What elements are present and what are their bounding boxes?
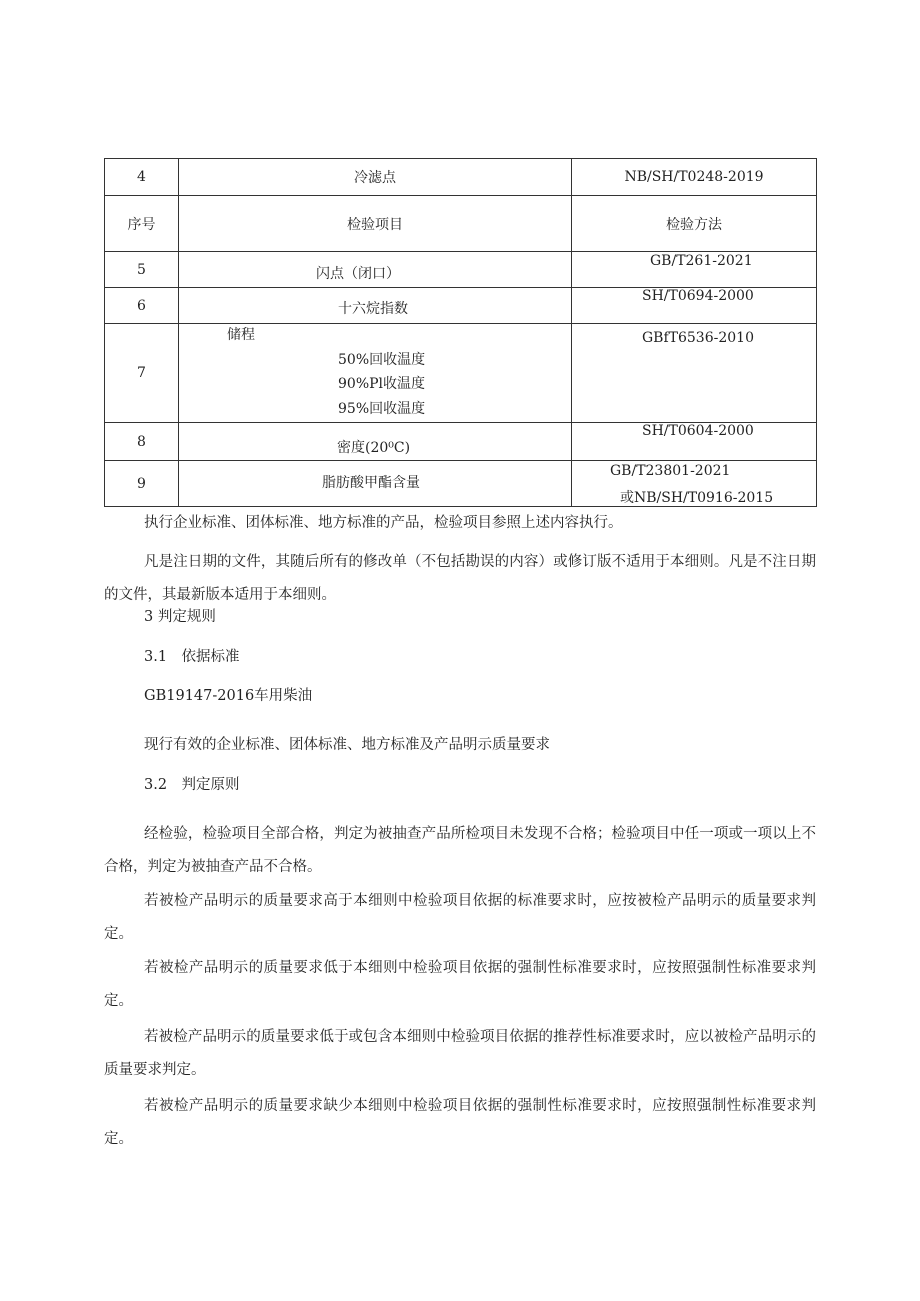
inspection-item: 脂肪酸甲酯含量 bbox=[322, 475, 420, 491]
inspection-method: SH/T0694-2000 bbox=[642, 288, 754, 304]
paragraph: 若被检产品明示的质量要求低于或包含本细则中检验项目依据的推荐性标准要求时，应以被检产品明示的质量要求判定。 bbox=[104, 1029, 816, 1078]
row-number: 9 bbox=[105, 461, 179, 507]
row-number: 4 bbox=[105, 159, 179, 196]
row-number: 5 bbox=[105, 252, 179, 288]
row-number: 8 bbox=[105, 423, 179, 461]
table-row bbox=[105, 288, 817, 324]
paragraph: 若被检产品明示的质量要求缺少本细则中检验项目依据的强制性标准要求时，应按照强制性标准要求判定。 bbox=[104, 1098, 816, 1147]
paragraph: 凡是注日期的文件，其随后所有的修改单（不包括勘误的内容）或修订版不适用于本细则。凡是不注日期的文件，其最新版本适用于本细则。 bbox=[104, 554, 816, 603]
header-number: 序号 bbox=[105, 196, 179, 252]
subsection-heading: 3.2 判定原则 bbox=[144, 777, 240, 793]
sub-item: 50%回收温度 bbox=[338, 352, 426, 368]
table-row bbox=[105, 461, 817, 507]
subsection-heading: 3.1 依据标准 bbox=[144, 649, 240, 665]
section-heading: 3 判定规则 bbox=[144, 609, 216, 625]
inspection-table bbox=[104, 158, 817, 507]
inspection-method: GBfT6536-2010 bbox=[642, 330, 754, 346]
header-method: 检验方法 bbox=[572, 196, 817, 252]
header-item: 检验项目 bbox=[179, 196, 572, 252]
table-row bbox=[105, 324, 817, 423]
inspection-method: GB/T261-2021 bbox=[650, 253, 753, 269]
table-row bbox=[105, 159, 817, 196]
inspection-method: NB/SH/T0248-2019 bbox=[572, 159, 817, 196]
standard-item: GB19147-2016车用柴油 bbox=[144, 688, 313, 704]
inspection-item: 储程 bbox=[227, 327, 255, 343]
inspection-item: 冷滤点 bbox=[179, 159, 572, 196]
table-header-row bbox=[105, 196, 817, 252]
table-row bbox=[105, 423, 817, 461]
paragraph: 若被检产品明示的质量要求高于本细则中检验项目依据的标准要求时，应按被检产品明示的质量要求判定。 bbox=[104, 893, 816, 942]
inspection-method: SH/T0604-2000 bbox=[642, 423, 754, 439]
inspection-item: 十六烷指数 bbox=[338, 301, 408, 317]
inspection-item: 闪点（闭口） bbox=[316, 266, 400, 282]
paragraph: 经检验，检验项目全部合格，判定为被抽查产品所检项目未发现不合格；检验项目中任一项或一项以上不合格，判定为被抽查产品不合格。 bbox=[104, 826, 816, 875]
inspection-method: GB/T23801-2021 bbox=[610, 463, 731, 479]
sub-item: 95%回收温度 bbox=[338, 401, 426, 417]
inspection-method-alt: 或NB/SH/T0916-2015 bbox=[620, 490, 774, 506]
row-number: 6 bbox=[105, 288, 179, 324]
sub-item: 90%Pl收温度 bbox=[338, 376, 426, 392]
paragraph: 执行企业标准、团体标准、地方标准的产品，检验项目参照上述内容执行。 bbox=[144, 515, 623, 531]
paragraph: 若被检产品明示的质量要求低于本细则中检验项目依据的强制性标准要求时，应按照强制性标准要求判定。 bbox=[104, 960, 816, 1009]
table-row bbox=[105, 252, 817, 288]
inspection-item: 密度(20⁰C) bbox=[337, 440, 411, 456]
row-number: 7 bbox=[105, 324, 179, 423]
standard-item: 现行有效的企业标准、团体标准、地方标准及产品明示质量要求 bbox=[144, 737, 550, 753]
